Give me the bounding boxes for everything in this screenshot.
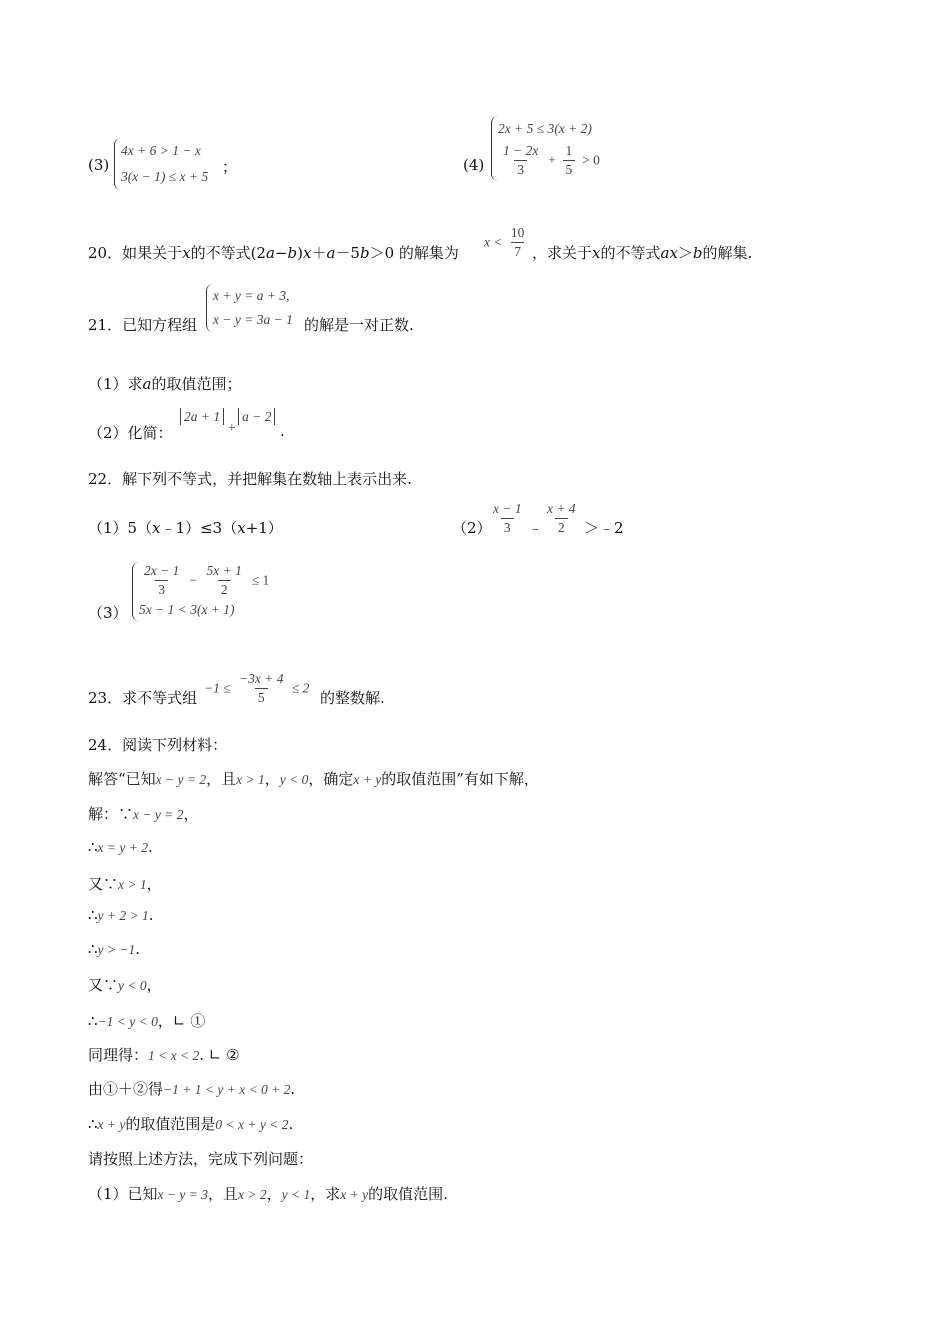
material-line-2: 解：∵x − y = 2，	[88, 805, 199, 823]
system-line-1: 2x + 5 ≤ 3(x + 2)	[498, 121, 592, 136]
fraction: $\frac{1}{5}$	[563, 142, 576, 179]
material-line-12: 请按照上述方法，完成下列问题：	[88, 1150, 314, 1168]
fraction: $\frac{10}{7}$	[510, 225, 525, 259]
system-line-1: 4x + 6 > 1 − x	[121, 143, 201, 158]
fraction: $\frac{-3x + 4}{5}$	[239, 671, 284, 705]
absolute-value-expression: 2a + 1	[180, 408, 224, 425]
inequality-system	[491, 116, 600, 181]
material-line-1: 解答“已知x − y = 2，且x > 1，y < 0，确定x + y的取值范围”有如下解，	[88, 770, 539, 788]
solution-set: x < $\frac{10}{7}$	[484, 224, 529, 261]
inequality-system	[114, 138, 208, 190]
system-line-2: 3(x − 1) ≤ x + 5	[121, 169, 209, 184]
material-line-7: 又∵y < 0，	[88, 976, 162, 994]
material-line-5: ∴y + 2 > 1.	[88, 906, 154, 924]
material-line-4: 又∵x > 1，	[88, 875, 162, 893]
item-label: (3)	[88, 156, 110, 174]
fraction: $\frac{x - 1}{3}$	[493, 501, 522, 535]
inequality-system: $\frac{2x - 1}{3}$ − $\frac{5x + 1}{2}$ ≤ 1 5x − 1 < 3(x + 1)	[132, 562, 269, 621]
material-line-6: ∴y > −1.	[88, 940, 141, 958]
material-line-10: 由①＋②得−1 + 1 < y + x < 0 + 2.	[88, 1080, 296, 1098]
question-22-part-1: （1）5（x﹣1）≤3（x+1）	[88, 519, 283, 537]
question-24-part-1: （1）已知x − y = 3，且x > 2，y < 1，求x + y的取值范围.	[88, 1185, 448, 1203]
material-line-8: ∴−1 < y < 0，∟ ①	[88, 1012, 206, 1030]
material-line-3: ∴x = y + 2.	[88, 838, 153, 856]
item-label: (4)	[463, 156, 485, 174]
fraction: $\frac{1 - 2x}{3}$	[503, 143, 539, 177]
material-line-9: 同理得：1 < x < 2. ∟ ②	[88, 1046, 240, 1064]
question-22-title: 22．解下列不等式，并把解集在数轴上表示出来.	[88, 470, 412, 488]
system-line-2: $\frac{1 - 2x}{3}$ + $\frac{1}{5}$ > 0	[498, 142, 600, 179]
fraction: $\frac{2x - 1}{3}$	[144, 563, 180, 597]
absolute-value-expression: a − 2	[238, 408, 275, 425]
question-24-title: 24．阅读下列材料：	[88, 736, 228, 754]
fraction: $\frac{5x + 1}{2}$	[206, 563, 242, 597]
question-21-part-1: （1）求a的取值范围；	[88, 375, 242, 393]
fraction: $\frac{x + 4}{2}$	[547, 501, 576, 535]
semicolon: ；	[222, 158, 238, 176]
equation-system: x + y = a + 3, x − y = 3a − 1	[206, 284, 293, 332]
material-line-11: ∴x + y的取值范围是0 < x + y < 2.	[88, 1115, 294, 1133]
